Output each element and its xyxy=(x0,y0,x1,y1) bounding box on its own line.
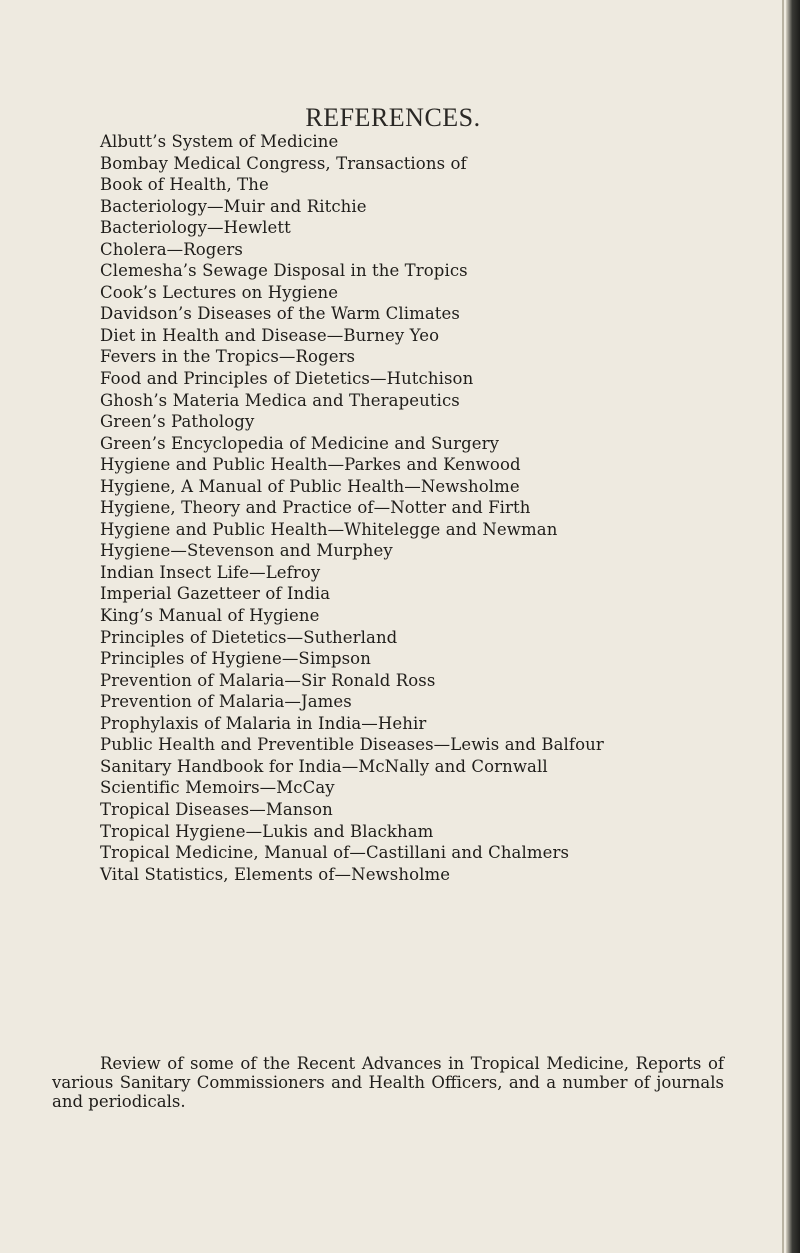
reference-item: Principles of Dietetics—Sutherland xyxy=(100,627,398,647)
reference-item: Albutt’s System of Medicine xyxy=(100,132,339,151)
closing-note: Review of some of the Recent Advances in Tropical Medicine, Reports of various Sanitary Commissioners and Health Officers, and a number of journals and periodicals. xyxy=(52,1054,724,1111)
reference-item: Public Health and Preventible Diseases—Lewis and Balfour xyxy=(100,735,604,755)
reference-item: Indian Insect Life—Lefroy xyxy=(100,562,321,582)
reference-item: Cook’s Lectures on Hygiene xyxy=(100,282,339,302)
reference-item: King’s Manual of Hygiene xyxy=(100,606,320,626)
reference-item: Hygiene and Public Health—Parkes and Kenwood xyxy=(100,455,521,475)
reference-item: Prophylaxis of Malaria in India—Hehir xyxy=(100,713,427,733)
references-list xyxy=(100,131,604,885)
reference-item: Tropical Diseases—Manson xyxy=(100,799,333,819)
reference-item: Bombay Medical Congress, Transactions of xyxy=(100,153,467,173)
reference-item: Principles of Hygiene—Simpson xyxy=(100,649,371,669)
reference-item: Green’s Pathology xyxy=(100,412,255,432)
reference-item: Bacteriology—Hewlett xyxy=(100,218,291,238)
reference-item: Fevers in the Tropics—Rogers xyxy=(100,347,356,367)
reference-item: Imperial Gazetteer of India xyxy=(100,584,331,604)
binding-shadow xyxy=(786,0,800,1253)
reference-item: Hygiene, Theory and Practice of—Notter and Firth xyxy=(100,498,531,518)
reference-item: Vital Statistics, Elements of—Newsholme xyxy=(100,864,451,884)
reference-item: Davidson’s Diseases of the Warm Climates xyxy=(100,304,460,324)
reference-item: Tropical Hygiene—Lukis and Blackham xyxy=(100,821,434,841)
reference-item: Prevention of Malaria—Sir Ronald Ross xyxy=(100,670,436,690)
reference-item: Scientific Memoirs—McCay xyxy=(100,778,335,798)
reference-item: Sanitary Handbook for India—McNally and Cornwall xyxy=(100,756,548,776)
reference-item: Hygiene, A Manual of Public Health—Newsholme xyxy=(100,476,520,496)
reference-item: Clemesha’s Sewage Disposal in the Tropics xyxy=(100,261,468,281)
reference-item: Prevention of Malaria—James xyxy=(100,692,352,712)
reference-item: Hygiene—Stevenson and Murphey xyxy=(100,541,393,561)
reference-item: Hygiene and Public Health—Whitelegge and Newman xyxy=(100,519,558,539)
reference-item: Green’s Encyclopedia of Medicine and Surgery xyxy=(100,433,500,453)
reference-item: Cholera—Rogers xyxy=(100,239,243,259)
page-title: REFERENCES. xyxy=(305,103,481,132)
reference-item: Tropical Medicine, Manual of—Castillani and Chalmers xyxy=(100,843,570,863)
reference-item: Book of Health, The xyxy=(100,175,269,195)
reference-item: Diet in Health and Disease—Burney Yeo xyxy=(100,325,440,345)
reference-item: Ghosh’s Materia Medica and Therapeutics xyxy=(100,390,460,410)
page-fold-line xyxy=(782,0,784,1253)
reference-item: Bacteriology—Muir and Ritchie xyxy=(100,196,367,216)
reference-item: Food and Principles of Dietetics—Hutchison xyxy=(100,369,474,389)
